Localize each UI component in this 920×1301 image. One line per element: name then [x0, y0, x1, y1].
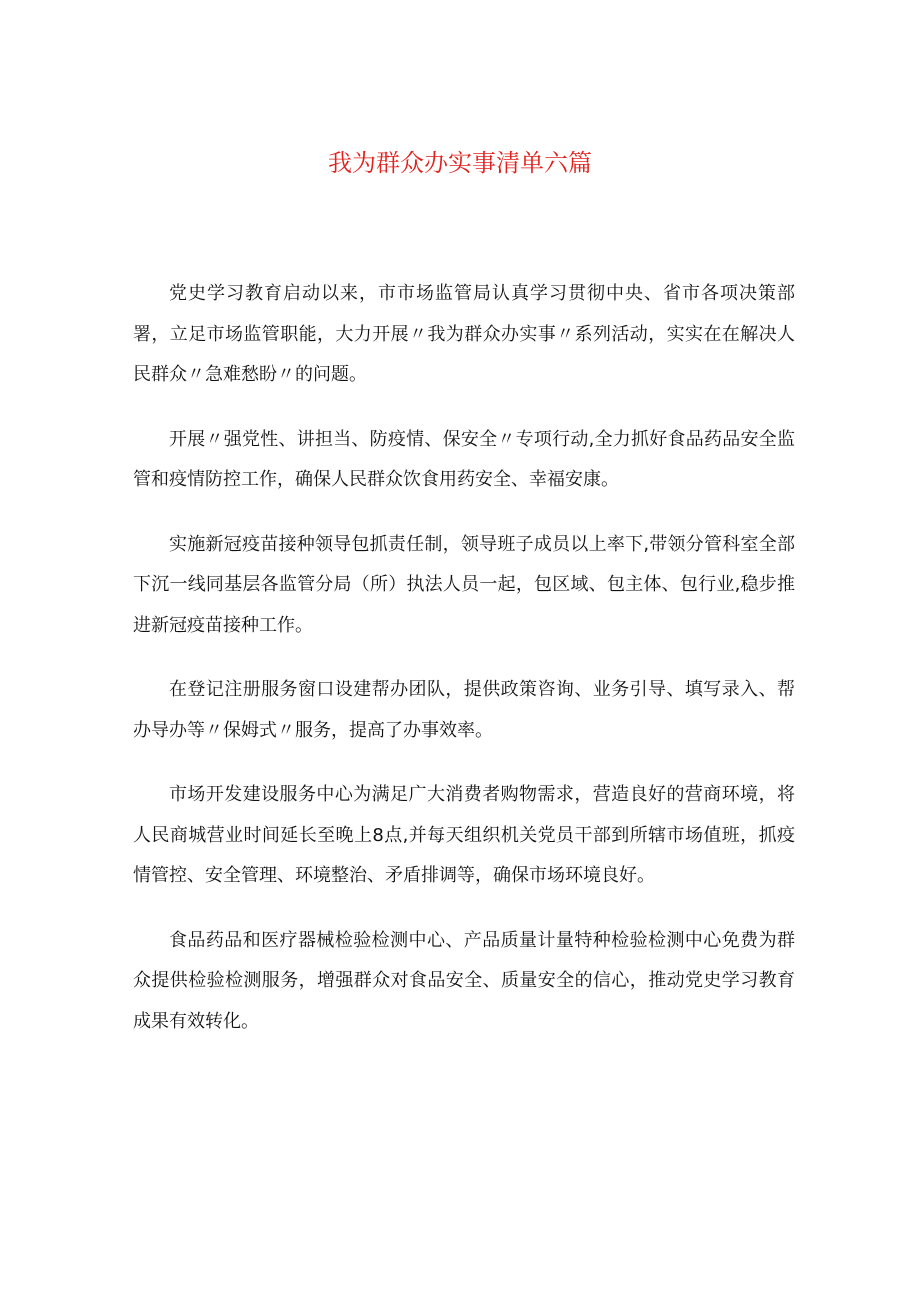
paragraph-6: 食品药品和医疗器械检验检测中心、产品质量计量特种检验检测中心免费为群众提供检验检测服务，增强群众对食品安全、质量安全的信心，推动党史学习教育成果有效转化。 — [133, 929, 795, 1032]
paragraph-5: 市场开发建设服务中心为满足广大消费者购物需求，营造良好的营商环境，将人民商城营业时间延长至晚上8点,并每天组织机关党员干部到所辖市场值班，抓疫情管控、安全管理、环境整治、矛盾排调等，确保市场环境良好。 — [133, 784, 795, 886]
paragraph-3: 实施新冠疫苗接种领导包抓责任制，领导班子成员以上率下,带领分管科室全部下沉一线同基层各监管分局（所）执法人员一起，包区域、包主体、包行业,稳步推进新冠疫苗接种工作。 — [133, 533, 795, 636]
paragraph-1: 党史学习教育启动以来，市市场监管局认真学习贯彻中央、省市各项决策部署，立足市场监管职能，大力开展〃我为群众办实事〃系列活动，实实在在解决人民群众〃急难愁盼〃的问题。 — [133, 283, 795, 385]
document-body — [133, 274, 795, 1066]
paragraph-4: 在登记注册服务窗口设建帮办团队，提供政策咨询、业务引导、填写录入、帮办导办等〃保姆式〃服务，提高了办事效率。 — [133, 679, 795, 741]
paragraph-2: 开展〃强党性、讲担当、防疫情、保安全〃专项行动,全力抓好食品药品安全监管和疫情防控工作，确保人民群众饮食用药安全、幸福安康。 — [133, 428, 795, 490]
document-title: 我为群众办实事清单六篇 — [328, 149, 592, 177]
